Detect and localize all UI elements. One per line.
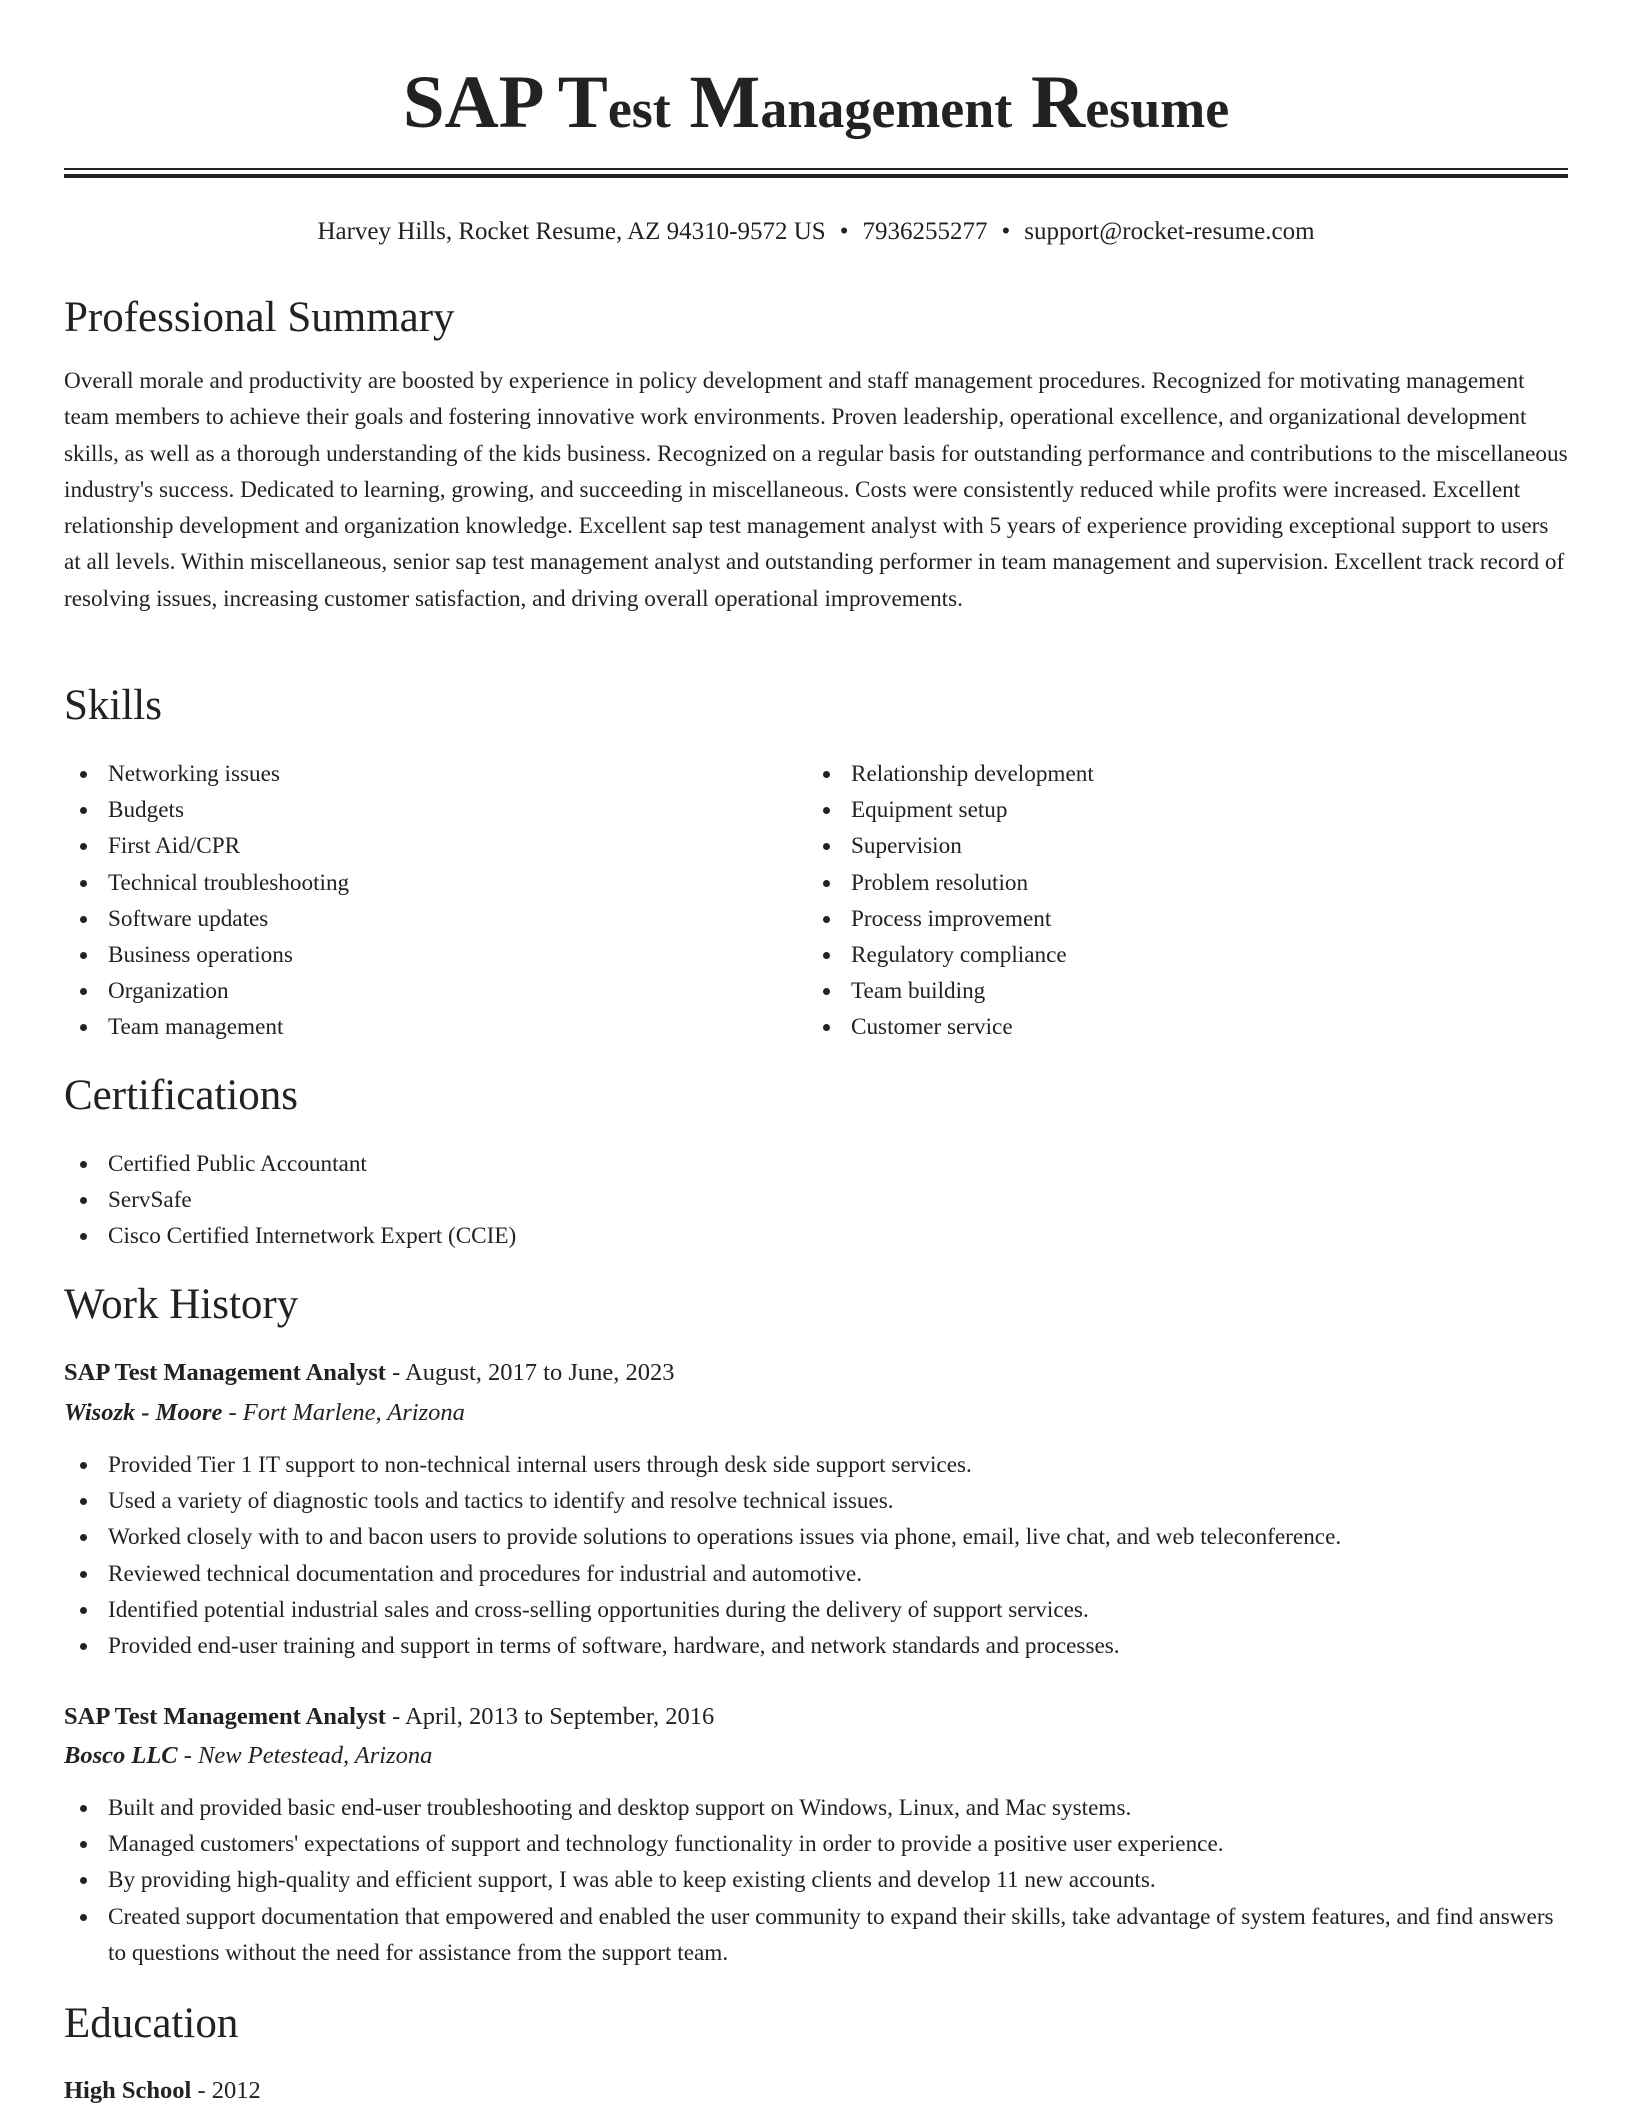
job-title: SAP Test Management Analyst (64, 1359, 386, 1386)
education-heading: Education (64, 2000, 239, 2047)
education-degree: High School (64, 2077, 192, 2104)
certification-item: Cisco Certified Internetwork Expert (CCIE) (64, 1218, 1568, 1254)
summary-text: Overall morale and productivity are boosted by experience in policy development and staff management procedures. Recognized for motivating management team members to achieve their goals and fostering innovative work environments. Proven leadership, operational excellence, and organizational development skills, as well as a thorough understanding of the kids business. Recognized on a regular basis for outstanding performance and contributions to the miscellaneous industry's success. Dedicated to learning, growing, and succeeding in miscellaneous. Costs were consistently reduced while profits were increased. Excellent relationship development and organization knowledge. Excellent sap test management analyst with 5 years of experience providing exceptional support to users at all levels. Within miscellaneous, senior sap test management analyst and outstanding performer in team management and supervision. Excellent track record of resolving issues, increasing customer satisfaction, and driving overall operational improvements. (64, 368, 1568, 612)
job-bullets (64, 1790, 1568, 1971)
skill-item: Equipment setup (807, 792, 1567, 828)
title-divider-thick (64, 174, 1568, 178)
contact-separator: • (839, 218, 849, 245)
certification-item: Certified Public Accountant (64, 1146, 1568, 1182)
certifications-heading: Certifications (64, 1072, 299, 1119)
certifications-list (64, 1146, 1568, 1255)
skills-heading: Skills (64, 682, 162, 729)
skill-item: Customer service (807, 1009, 1567, 1045)
job-title: SAP Test Management Analyst (64, 1703, 386, 1730)
job-title-line (64, 1699, 714, 1735)
job-bullet: Managed customers' expectations of support and technology functionality in order to provide a positive user experience. (64, 1826, 1568, 1862)
title-word: Management (689, 61, 1013, 144)
skills-list-right (807, 756, 1567, 1046)
skill-item: Business operations (64, 937, 794, 973)
skill-item: Networking issues (64, 756, 794, 792)
job-bullet: Provided Tier 1 IT support to non-technical internal users through desk side support services. (64, 1447, 1568, 1483)
contact-email: support@rocket-resume.com (1024, 218, 1315, 245)
job-bullet: Worked closely with to and bacon users to provide solutions to operations issues via phone, email, live chat, and web teleconference. (64, 1519, 1568, 1555)
contact-phone: 7936255277 (862, 218, 988, 245)
job-company: Bosco LLC (64, 1742, 178, 1769)
skill-item: Software updates (64, 901, 794, 937)
job-location: - Fort Marlene, Arizona (228, 1399, 465, 1426)
title-word: SAP (402, 61, 541, 144)
resume-title (64, 58, 1568, 154)
title-divider-thin (64, 168, 1568, 170)
education-entry (64, 2073, 261, 2109)
skill-item: Regulatory compliance (807, 937, 1567, 973)
job-bullets (64, 1447, 1568, 1664)
job-company-line (64, 1395, 465, 1431)
work-history-heading: Work History (64, 1281, 299, 1328)
skills-list-left (64, 756, 794, 1046)
title-word: Test (557, 61, 671, 144)
job-bullet: Built and provided basic end-user troubleshooting and desktop support on Windows, Linux, and Mac systems. (64, 1790, 1568, 1826)
contact-address: Harvey Hills, Rocket Resume, AZ 94310-9572 US (317, 218, 826, 245)
job-bullet: Provided end-user training and support in terms of software, hardware, and network standards and processes. (64, 1628, 1568, 1664)
job-location: - New Petestead, Arizona (183, 1742, 433, 1769)
certification-item: ServSafe (64, 1182, 1568, 1218)
skill-item: Team building (807, 973, 1567, 1009)
skill-item: Process improvement (807, 901, 1567, 937)
job-company: Wisozk - Moore (64, 1399, 223, 1426)
skill-item: Organization (64, 973, 794, 1009)
job-bullet: Reviewed technical documentation and procedures for industrial and automotive. (64, 1556, 1568, 1592)
title-word: Resume (1031, 61, 1230, 144)
job-bullet: Identified potential industrial sales and cross-selling opportunities during the delivery of support services. (64, 1592, 1568, 1628)
job-company-line (64, 1738, 432, 1774)
skill-item: Relationship development (807, 756, 1567, 792)
job-bullet: Used a variety of diagnostic tools and tactics to identify and resolve technical issues. (64, 1483, 1568, 1519)
job-bullet: By providing high-quality and efficient support, I was able to keep existing clients and develop 11 new accounts. (64, 1862, 1568, 1898)
job-bullet: Created support documentation that empowered and enabled the user community to expand their skills, take advantage of system features, and find answers to questions without the need for assistance from the support team. (64, 1899, 1568, 1971)
education-year: - 2012 (197, 2077, 261, 2104)
job-dates: - April, 2013 to September, 2016 (392, 1703, 715, 1730)
skill-item: Team management (64, 1009, 794, 1045)
skill-item: Problem resolution (807, 865, 1567, 901)
contact-line (64, 214, 1568, 250)
skill-item: Technical troubleshooting (64, 865, 794, 901)
skill-item: Supervision (807, 828, 1567, 864)
contact-separator: • (1001, 218, 1011, 245)
job-title-line (64, 1355, 675, 1391)
skill-item: First Aid/CPR (64, 828, 794, 864)
job-dates: - August, 2017 to June, 2023 (392, 1359, 675, 1386)
summary-heading: Professional Summary (64, 294, 455, 341)
skill-item: Budgets (64, 792, 794, 828)
